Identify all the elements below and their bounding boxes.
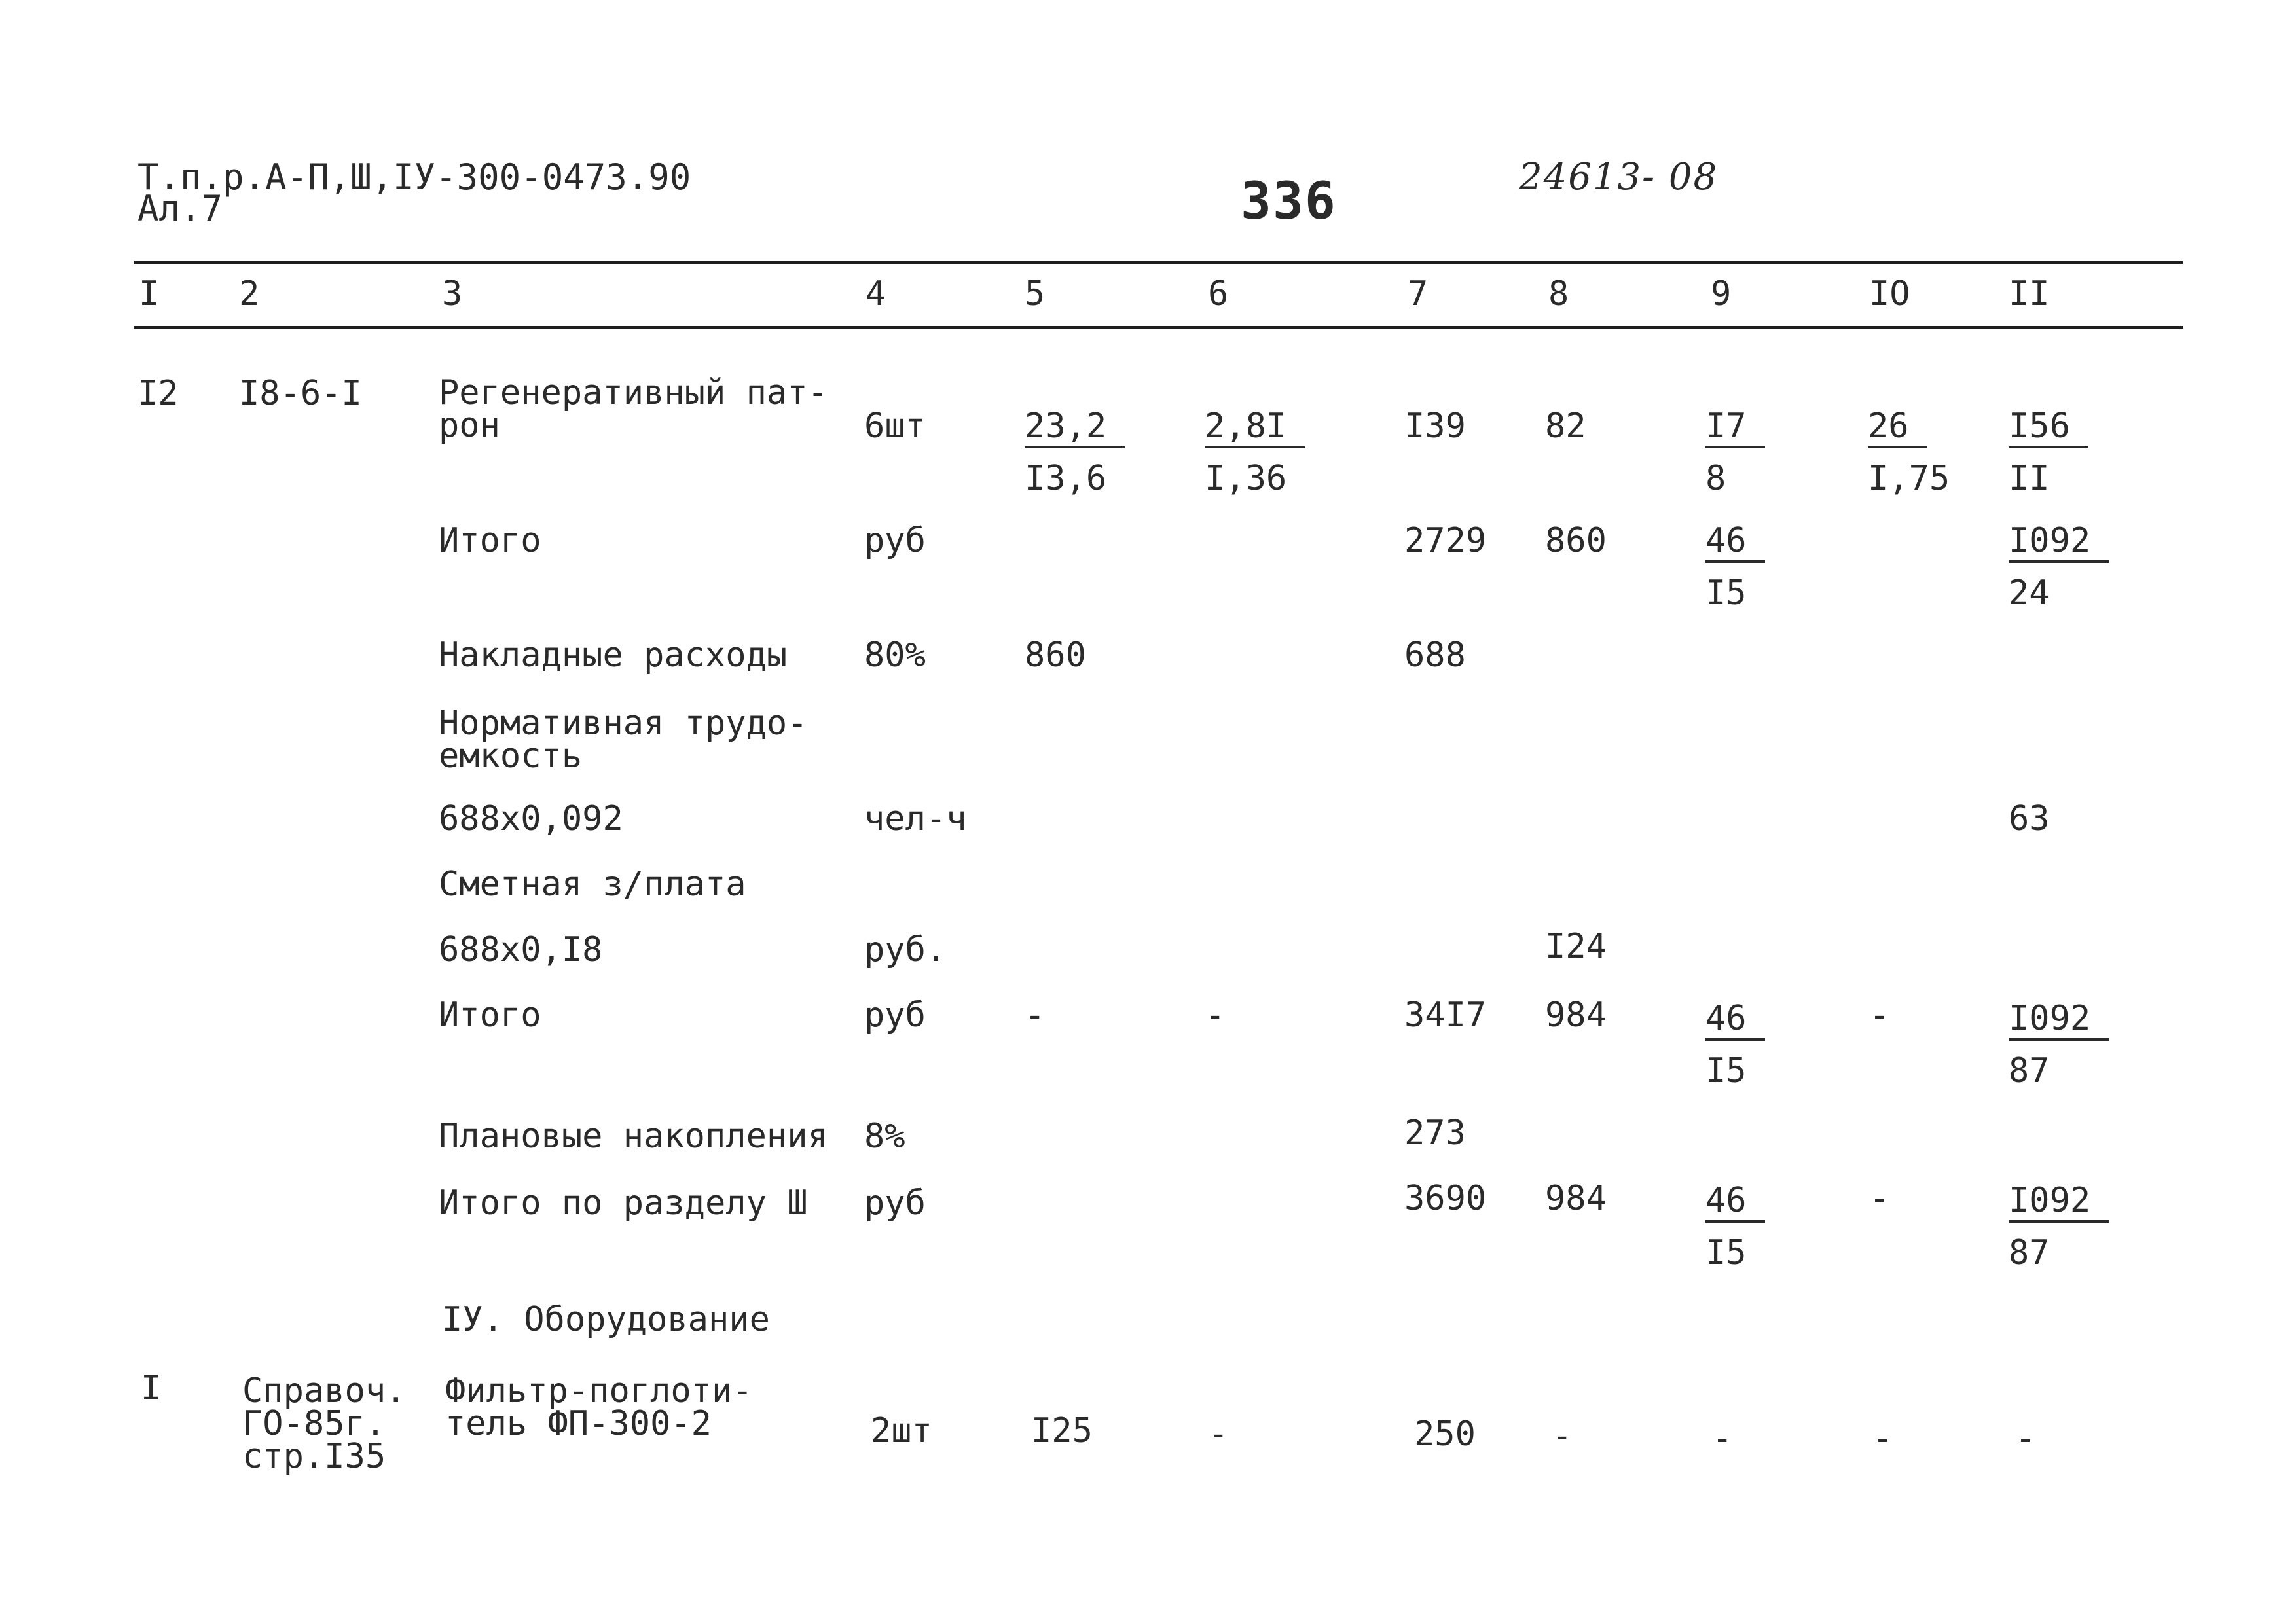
item-name: Фильтр-поглоти- тель ФП-300-2: [445, 1371, 753, 1443]
fraction-col9: $\frac{46}{I5}$: [1705, 1183, 1765, 1270]
fraction-col9: $\frac{46}{I5}$: [1705, 1001, 1765, 1088]
value-col7: 2729: [1404, 521, 1487, 560]
column-header-3: 3: [442, 274, 463, 314]
column-header-10: IО: [1869, 274, 1910, 314]
value-col7: 688: [1404, 636, 1466, 675]
table-header-rule: [134, 326, 2183, 329]
value-col7: I39: [1404, 406, 1466, 446]
value-col10: -: [1872, 1419, 1893, 1458]
row-number: I: [141, 1369, 162, 1408]
unit: руб.: [864, 930, 947, 969]
item-name: 688х0,I8: [439, 930, 603, 969]
fraction-col9: $\frac{I7}{8}$: [1705, 409, 1765, 496]
column-header-2: 2: [239, 274, 260, 314]
unit: 8%: [864, 1117, 905, 1156]
column-header-9: 9: [1711, 274, 1732, 314]
value-col7: 34I7: [1404, 996, 1487, 1035]
fraction-col10: $\frac{26}{I,75}$: [1868, 406, 1950, 498]
value-col8: -: [1552, 1416, 1573, 1456]
item-name: Итого по разделу Ш: [439, 1183, 808, 1223]
column-header-1: I: [139, 274, 160, 314]
sheet-label: Ал.7: [137, 188, 223, 229]
value-col6: -: [1208, 1415, 1229, 1454]
fraction-col6: $\frac{2,8I}{I,36}$: [1205, 409, 1305, 496]
value-col7: 3690: [1404, 1179, 1487, 1218]
item-name: Сметная з/плата: [439, 865, 746, 904]
fraction-col11: $\frac{I092}{24}$: [2009, 524, 2109, 610]
page-number: 336: [1241, 172, 1337, 231]
norm-reference: Справоч. ГО-85г. стр.I35: [242, 1371, 407, 1476]
value-col5: 860: [1025, 636, 1086, 675]
value-col5: I25: [1031, 1411, 1093, 1451]
fraction-col5: $\frac{23,2}{I3,6}$: [1025, 409, 1125, 496]
document-code: Т.п.р.А-П,Ш,IУ-300-0473.90: [137, 156, 691, 198]
value-col5: -: [1025, 996, 1046, 1035]
item-name: Регенеративный пат- рон: [439, 373, 828, 445]
item-name: Итого: [439, 996, 541, 1035]
item-name: 688х0,092: [439, 799, 623, 839]
fraction-col9: $\frac{46}{I5}$: [1705, 524, 1765, 610]
value-col7: 250: [1414, 1415, 1476, 1454]
unit: руб: [864, 996, 926, 1035]
fraction-col11: $\frac{I56}{II}$: [2009, 409, 2088, 496]
value-col8: 984: [1545, 996, 1607, 1035]
value-col10: -: [1869, 996, 1890, 1035]
unit: руб: [864, 521, 926, 560]
row-number: I2: [137, 374, 179, 413]
value-col8: 82: [1545, 406, 1586, 446]
unit: 80%: [864, 636, 926, 675]
column-header-8: 8: [1548, 274, 1569, 314]
value-col11: 63: [2009, 799, 2050, 839]
item-name: Итого: [439, 521, 541, 560]
value-col8: 984: [1545, 1179, 1607, 1218]
fraction-col11: $\frac{I092}{87}$: [2009, 1183, 2109, 1270]
norm-code: I8-6-I: [239, 374, 362, 413]
section-heading: IУ. Оборудование: [442, 1300, 770, 1339]
value-col10: -: [1869, 1179, 1890, 1218]
unit: 2шт: [871, 1411, 932, 1451]
unit: 6шт: [864, 406, 926, 446]
value-col6: -: [1205, 996, 1226, 1035]
item-name: Накладные расходы: [439, 636, 788, 675]
value-col8: 860: [1545, 521, 1607, 560]
fraction-col11: $\frac{I092}{87}$: [2009, 1001, 2109, 1088]
column-header-6: 6: [1208, 274, 1229, 314]
column-header-4: 4: [866, 274, 886, 314]
column-header-5: 5: [1025, 274, 1046, 314]
handwritten-code: 24613- 08: [1519, 156, 1719, 198]
unit: руб: [864, 1183, 926, 1223]
value-col9: -: [1712, 1419, 1733, 1458]
value-col11: -: [2015, 1419, 2036, 1458]
value-col8: I24: [1545, 927, 1607, 966]
column-header-11: II: [2009, 274, 2050, 314]
column-header-7: 7: [1408, 274, 1429, 314]
table-top-rule: [134, 261, 2183, 264]
value-col7: 273: [1404, 1113, 1466, 1153]
item-name: Нормативная трудо- емкость: [439, 704, 808, 776]
item-name: Плановые накопления: [439, 1117, 828, 1156]
unit: чел-ч: [864, 799, 967, 839]
